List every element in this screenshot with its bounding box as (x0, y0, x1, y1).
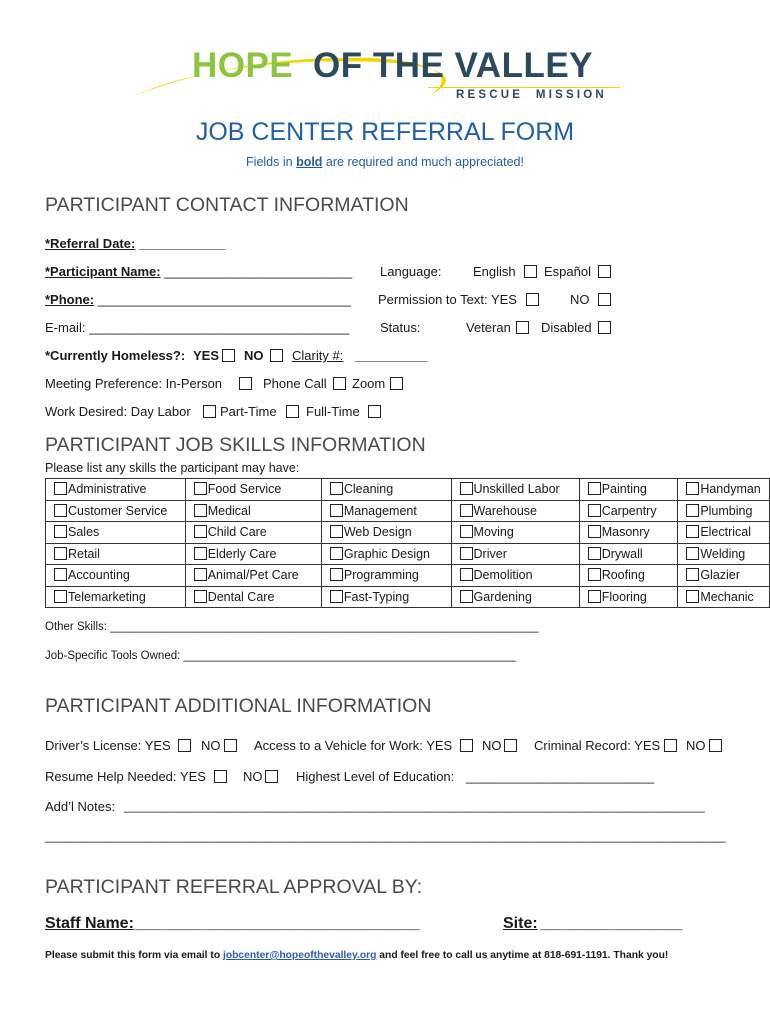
skill-cell (579, 479, 678, 501)
skill-checkbox[interactable] (330, 547, 343, 560)
skill-label: Telemarketing (68, 589, 146, 604)
notes-label: Add’l Notes: (45, 799, 116, 814)
skills-row (46, 543, 770, 565)
staff-name-field[interactable]: ________________________________ (135, 915, 420, 932)
skills-heading: PARTICIPANT JOB SKILLS INFORMATION (45, 434, 426, 456)
vehicle-no-checkbox[interactable] (504, 739, 517, 752)
phone-field[interactable]: ___________________________________ (97, 292, 351, 307)
work-desired-label: Work Desired: Day Labor (45, 404, 191, 419)
homeless-no-checkbox[interactable] (270, 349, 283, 362)
skill-checkbox[interactable] (194, 590, 207, 603)
skill-label: Plumbing (700, 503, 753, 518)
skill-cell (185, 586, 321, 608)
participant-name-label: *Participant Name: (45, 264, 161, 279)
skill-label: Gardening (473, 589, 532, 604)
subtitle-bold: bold (296, 155, 323, 169)
skill-cell (451, 543, 579, 565)
referral-date-row (45, 236, 226, 251)
skill-checkbox[interactable] (460, 590, 473, 603)
skill-label: Fast-Typing (343, 589, 410, 604)
skill-cell (321, 586, 451, 608)
homeless-no-label: NO (244, 348, 264, 363)
criminal-yes-checkbox[interactable] (664, 739, 677, 752)
disabled-label: Disabled (541, 320, 592, 335)
skill-cell (451, 586, 579, 608)
skill-label: Sales (68, 525, 100, 540)
form-title: JOB CENTER REFERRAL FORM (195, 118, 575, 146)
phone-label: *Phone: (45, 292, 95, 307)
permission-yes-checkbox[interactable] (526, 293, 539, 306)
skill-cell (185, 565, 321, 587)
tools-owned-line[interactable]: Job-Specific Tools Owned: ____________________________________________________ (45, 650, 517, 662)
skill-cell (46, 543, 186, 565)
skill-cell (46, 500, 186, 522)
referral-date-label: *Referral Date: (45, 236, 136, 251)
full-time-checkbox[interactable] (368, 405, 381, 418)
skill-checkbox[interactable] (588, 525, 601, 538)
referral-date-field[interactable]: ____________ (138, 236, 226, 251)
skill-cell (46, 565, 186, 587)
skill-checkbox[interactable] (686, 504, 699, 517)
skills-row (46, 565, 770, 587)
vehicle-no-label: NO (482, 738, 502, 753)
skill-cell (579, 500, 678, 522)
phone-call-checkbox[interactable] (333, 377, 346, 390)
skill-label: Food Service (207, 482, 282, 497)
skill-label: Roofing (601, 568, 645, 583)
email-label: E-mail: (45, 320, 86, 335)
skills-row (46, 479, 770, 501)
skill-cell (451, 522, 579, 544)
skill-checkbox[interactable] (54, 504, 67, 517)
skill-label: Retail (68, 546, 100, 561)
skill-checkbox[interactable] (588, 504, 601, 517)
phone-call-label: Phone Call (263, 376, 327, 391)
skill-checkbox[interactable] (330, 525, 343, 538)
drivers-license-no-label: NO (201, 738, 221, 753)
skill-checkbox[interactable] (686, 568, 699, 581)
skill-cell (46, 522, 186, 544)
skill-checkbox[interactable] (54, 547, 67, 560)
status-label: Status: (380, 320, 421, 335)
skill-cell (579, 586, 678, 608)
logo-of-the-valley: OF THE VALLEY (313, 46, 594, 85)
skill-label: Web Design (343, 525, 412, 540)
resume-no-label: NO (243, 769, 263, 784)
subtitle-pre: Fields in (246, 155, 297, 169)
logo (130, 40, 650, 110)
skill-cell (321, 522, 451, 544)
drivers-license-no-checkbox[interactable] (224, 739, 237, 752)
clarity-label: Clarity #: (292, 348, 344, 363)
skills-row (46, 522, 770, 544)
skill-checkbox[interactable] (460, 482, 473, 495)
footer-email-link[interactable]: jobcenter@hopeofthevalley.org (222, 950, 377, 961)
skill-checkbox[interactable] (330, 504, 343, 517)
skill-cell (185, 522, 321, 544)
criminal-record-label: Criminal Record: YES (534, 738, 661, 753)
skill-label: Electrical (700, 525, 752, 540)
skill-cell (451, 479, 579, 501)
skill-cell (678, 565, 770, 587)
approval-heading: PARTICIPANT REFERRAL APPROVAL BY: (45, 876, 423, 898)
skill-checkbox[interactable] (460, 568, 473, 581)
skill-label: Masonry (601, 525, 650, 540)
skill-label: Driver (473, 546, 507, 561)
skill-label: Cleaning (343, 482, 394, 497)
skill-checkbox[interactable] (194, 504, 207, 517)
participant-name-row (45, 264, 352, 279)
skill-checkbox[interactable] (54, 482, 67, 495)
skill-checkbox[interactable] (460, 525, 473, 538)
skill-label: Accounting (68, 568, 130, 583)
skill-checkbox[interactable] (686, 525, 699, 538)
skill-checkbox[interactable] (54, 590, 67, 603)
skill-checkbox[interactable] (686, 547, 699, 560)
skill-cell (451, 500, 579, 522)
criminal-no-label: NO (686, 738, 706, 753)
skill-label: Mechanic (700, 589, 754, 604)
notes-line-1[interactable]: _______________________________________________________________________________________ (124, 799, 705, 813)
skill-label: Unskilled Labor (473, 482, 560, 497)
skill-cell (321, 565, 451, 587)
veteran-label: Veteran (466, 320, 511, 335)
skills-row (46, 586, 770, 608)
skill-cell (579, 543, 678, 565)
day-labor-checkbox[interactable] (203, 405, 216, 418)
zoom-label: Zoom (352, 376, 386, 391)
skill-label: Welding (700, 546, 746, 561)
skill-label: Carpentry (601, 503, 657, 518)
homeless-yes-checkbox[interactable] (222, 349, 235, 362)
part-time-checkbox[interactable] (286, 405, 299, 418)
espanol-checkbox[interactable] (598, 265, 611, 278)
skill-cell (46, 479, 186, 501)
skill-checkbox[interactable] (330, 590, 343, 603)
language-label: Language: (380, 264, 442, 279)
drivers-license-label: Driver’s License: YES (45, 738, 171, 753)
resume-yes-checkbox[interactable] (214, 770, 227, 783)
skills-intro: Please list any skills the participant may have: (45, 461, 300, 475)
staff-name-label: Staff Name: (45, 915, 134, 932)
skills-row (46, 500, 770, 522)
notes-line-2[interactable]: ______________________________________________________________________________________________________ (45, 829, 726, 843)
skill-checkbox[interactable] (686, 482, 699, 495)
english-label: English (473, 264, 516, 279)
skill-checkbox[interactable] (588, 547, 601, 560)
skill-checkbox[interactable] (194, 568, 207, 581)
vehicle-access-label: Access to a Vehicle for Work: YES (254, 738, 453, 753)
homeless-label: *Currently Homeless?: (45, 348, 186, 363)
part-time-label: Part-Time (220, 404, 277, 419)
email-row (45, 320, 349, 335)
skill-label: Painting (601, 482, 647, 497)
skill-label: Moving (473, 525, 514, 540)
education-label: Highest Level of Education: (296, 769, 455, 784)
veteran-checkbox[interactable] (516, 321, 529, 334)
skill-cell (678, 586, 770, 608)
skill-label: Medical (207, 503, 251, 518)
permission-text-label: Permission to Text: YES (378, 292, 517, 307)
skill-cell (678, 543, 770, 565)
skill-label: Management (343, 503, 417, 518)
skill-checkbox[interactable] (686, 590, 699, 603)
participant-name-field[interactable]: __________________________ (164, 264, 353, 279)
skill-label: Drywall (601, 546, 643, 561)
full-time-label: Full-Time (306, 404, 360, 419)
meeting-pref-label: Meeting Preference: In-Person (45, 376, 223, 391)
skill-cell (678, 479, 770, 501)
form-subtitle (0, 155, 770, 169)
skill-label: Customer Service (68, 503, 168, 518)
skill-checkbox[interactable] (588, 590, 601, 603)
skill-checkbox[interactable] (194, 547, 207, 560)
skill-cell (321, 479, 451, 501)
skill-checkbox[interactable] (54, 568, 67, 581)
skill-checkbox[interactable] (460, 504, 473, 517)
skill-label: Programming (343, 568, 419, 583)
skill-label: Dental Care (207, 589, 275, 604)
skill-label: Warehouse (473, 503, 537, 518)
resume-no-checkbox[interactable] (265, 770, 278, 783)
skill-label: Demolition (473, 568, 533, 583)
disabled-checkbox[interactable] (598, 321, 611, 334)
vehicle-yes-checkbox[interactable] (460, 739, 473, 752)
subtitle-post: are required and much appreciated! (322, 155, 524, 169)
skill-checkbox[interactable] (194, 525, 207, 538)
espanol-label: Español (544, 264, 591, 279)
skill-cell (321, 543, 451, 565)
logo-hope: HOPE (192, 46, 294, 85)
clarity-field[interactable]: __________ (355, 348, 428, 363)
skill-checkbox[interactable] (460, 547, 473, 560)
skill-label: Administrative (68, 482, 147, 497)
additional-heading: PARTICIPANT ADDITIONAL INFORMATION (45, 695, 432, 717)
logo-subtitle: RESCUE MISSION (456, 89, 607, 101)
criminal-no-checkbox[interactable] (709, 739, 722, 752)
other-skills-line[interactable]: Other Skills: ___________________________________________________________________ (45, 621, 539, 633)
skills-table (45, 478, 770, 608)
skill-checkbox[interactable] (330, 568, 343, 581)
skill-checkbox[interactable] (54, 525, 67, 538)
skill-label: Glazier (700, 568, 740, 583)
site-label: Site: (503, 915, 538, 932)
skill-cell (678, 522, 770, 544)
skill-cell (321, 500, 451, 522)
skill-cell (46, 586, 186, 608)
site-field[interactable]: ________________ (540, 915, 683, 932)
skill-label: Graphic Design (343, 546, 431, 561)
footer-pre: Please submit this form via email to (45, 950, 223, 961)
skill-label: Flooring (601, 589, 647, 604)
footer-post: and feel free to call us anytime at 818-691-1191. Thank you! (376, 950, 669, 961)
zoom-checkbox[interactable] (390, 377, 403, 390)
skill-checkbox[interactable] (588, 482, 601, 495)
phone-row (45, 292, 351, 307)
skill-checkbox[interactable] (588, 568, 601, 581)
footer-note (45, 950, 668, 961)
resume-help-label: Resume Help Needed: YES (45, 769, 206, 784)
skill-checkbox[interactable] (330, 482, 343, 495)
english-checkbox[interactable] (524, 265, 537, 278)
skill-cell (579, 522, 678, 544)
skill-label: Child Care (207, 525, 267, 540)
skill-label: Handyman (700, 482, 761, 497)
email-field[interactable]: ____________________________________ (89, 320, 350, 335)
permission-no-label: NO (570, 292, 590, 307)
skill-checkbox[interactable] (194, 482, 207, 495)
skill-cell (579, 565, 678, 587)
skill-label: Elderly Care (207, 546, 277, 561)
logo-rule (428, 87, 620, 88)
in-person-checkbox[interactable] (239, 377, 252, 390)
drivers-license-yes-checkbox[interactable] (178, 739, 191, 752)
contact-heading: PARTICIPANT CONTACT INFORMATION (45, 194, 409, 216)
skill-cell (678, 500, 770, 522)
skill-cell (451, 565, 579, 587)
education-field[interactable]: __________________________ (466, 769, 654, 784)
skill-cell (185, 543, 321, 565)
skill-cell (185, 479, 321, 501)
permission-no-checkbox[interactable] (598, 293, 611, 306)
skill-label: Animal/Pet Care (207, 568, 299, 583)
homeless-yes-label: YES (193, 348, 220, 363)
skill-cell (185, 500, 321, 522)
